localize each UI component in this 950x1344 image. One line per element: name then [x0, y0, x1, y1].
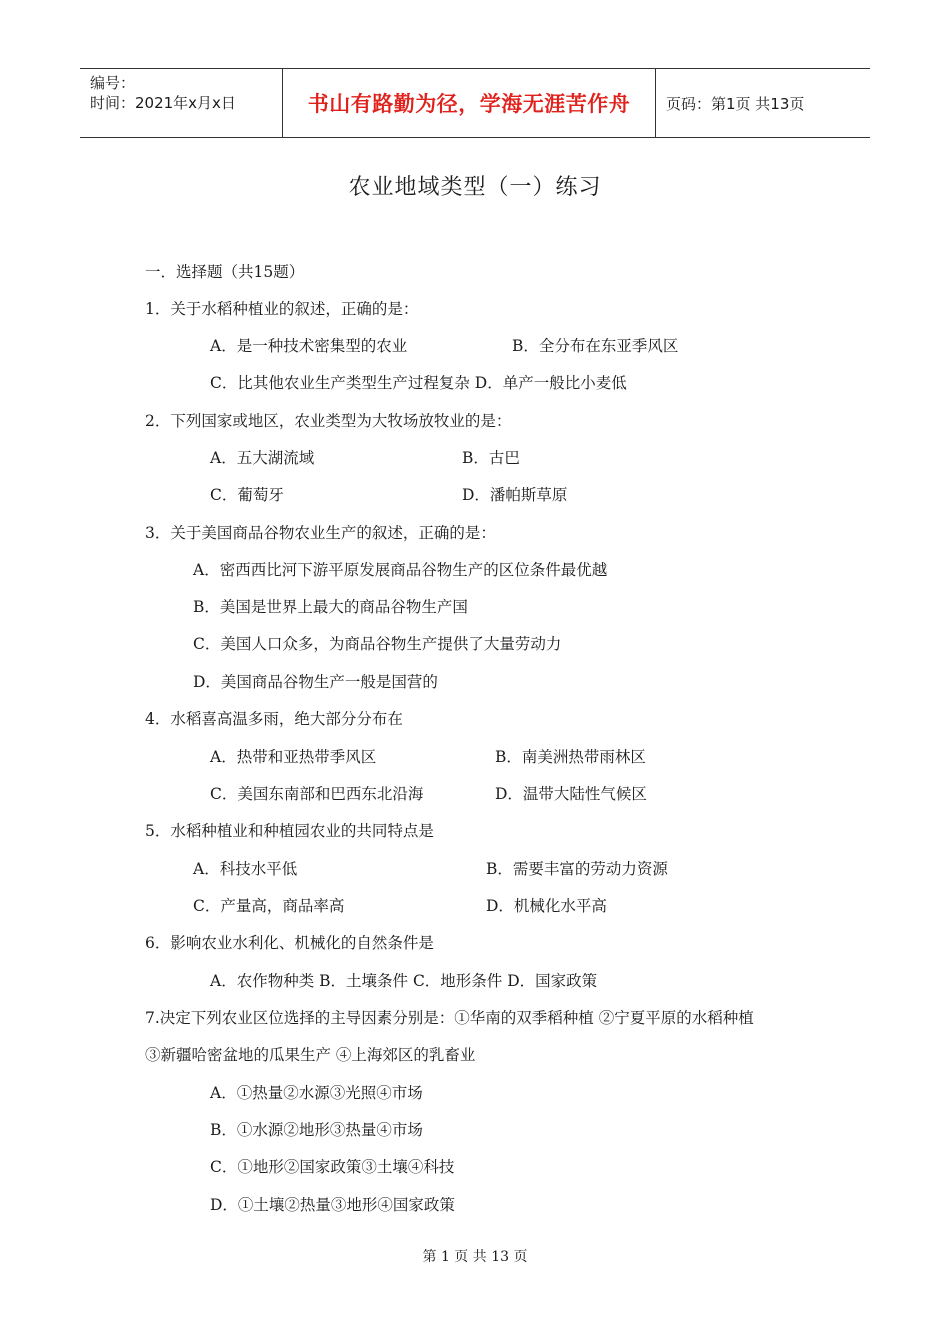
question-1-option-a: A．是一种技术密集型的农业	[210, 337, 408, 355]
question-1-options-cd: C．比其他农业生产类型生产过程复杂 D．单产一般比小麦低	[210, 374, 627, 392]
section-heading: 一．选择题（共15题）	[145, 263, 305, 281]
question-4-option-d: D．温带大陆性气候区	[495, 785, 647, 803]
question-7-stem-line-1: 7.决定下列农业区位选择的主导因素分别是：①华南的双季稻种植 ②宁夏平原的水稻种植	[145, 1009, 754, 1027]
question-3-option-c: C．美国人口众多，为商品谷物生产提供了大量劳动力	[193, 635, 562, 653]
document-title: 农业地域类型（一）练习	[348, 175, 602, 200]
page-header	[80, 68, 870, 138]
question-5-option-d: D．机械化水平高	[486, 897, 607, 915]
time-label: 时间：2021年x月x日	[90, 94, 236, 112]
question-3-option-b: B．美国是世界上最大的商品谷物生产国	[193, 598, 468, 616]
question-2-option-a: A．五大湖流域	[210, 449, 315, 467]
question-2-stem: 2．下列国家或地区，农业类型为大牧场放牧业的是：	[145, 412, 512, 430]
number-label: 编号：	[90, 74, 136, 92]
question-5-stem: 5．水稻种植业和种植园农业的共同特点是	[145, 822, 434, 840]
question-7-stem-line-2: ③新疆哈密盆地的瓜果生产 ④上海郊区的乳畜业	[145, 1046, 476, 1064]
question-2-option-d: D．潘帕斯草原	[462, 486, 568, 504]
question-2-option-c: C．葡萄牙	[210, 486, 284, 504]
question-2-option-b: B．古巴	[462, 449, 520, 467]
question-5-option-c: C．产量高，商品率高	[193, 897, 345, 915]
header-meta	[80, 69, 282, 137]
header-motto: 书山有路勤为径，学海无涯苦作舟	[307, 92, 631, 116]
question-7-option-c: C．①地形②国家政策③土壤④科技	[210, 1158, 455, 1176]
question-3-option-a: A．密西西比河下游平原发展商品谷物生产的区位条件最优越	[193, 561, 608, 579]
question-6-options: A．农作物种类 B．土壤条件 C．地形条件 D．国家政策	[210, 972, 598, 990]
question-4-option-a: A．热带和亚热带季风区	[210, 748, 377, 766]
question-3-option-d: D．美国商品谷物生产一般是国营的	[193, 673, 438, 691]
question-3-stem: 3．关于美国商品谷物农业生产的叙述，正确的是：	[145, 524, 496, 542]
header-page-info: 页码：第1页 共13页	[666, 94, 805, 113]
question-6-stem: 6．影响农业水利化、机械化的自然条件是	[145, 934, 434, 952]
question-1-stem: 1．关于水稻种植业的叙述，正确的是：	[145, 300, 419, 318]
question-4-option-c: C．美国东南部和巴西东北沿海	[210, 785, 424, 803]
question-5-option-a: A．科技水平低	[193, 860, 298, 878]
question-7-option-b: B．①水源②地形③热量④市场	[210, 1121, 423, 1139]
question-1-option-b: B．全分布在东亚季风区	[512, 337, 679, 355]
question-4-option-b: B．南美洲热带雨林区	[495, 748, 646, 766]
question-4-stem: 4．水稻喜高温多雨，绝大部分分布在	[145, 710, 403, 728]
question-7-option-a: A．①热量②水源③光照④市场	[210, 1084, 423, 1102]
question-7-option-d: D．①土壤②热量③地形④国家政策	[210, 1196, 455, 1214]
header-motto-cell	[282, 69, 656, 137]
question-5-option-b: B．需要丰富的劳动力资源	[486, 860, 668, 878]
page-footer: 第 1 页 共 13 页	[422, 1249, 528, 1265]
